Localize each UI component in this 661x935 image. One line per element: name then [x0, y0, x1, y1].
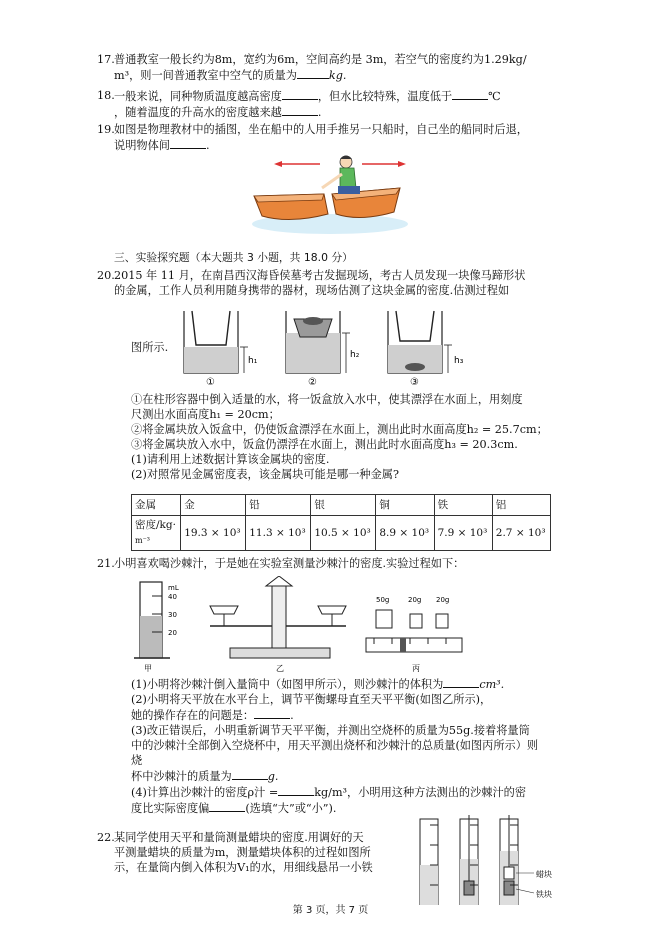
q18-line1: 一般来说，同种物质温度越高密度 ，但水比较特殊，温度低于 ℃: [114, 90, 501, 103]
answer-blank[interactable]: [282, 104, 318, 116]
answer-blank[interactable]: [278, 784, 314, 796]
q22-line3: 示，在量筒内倒入体积为V₁的水，用细线悬吊一小铁: [114, 861, 373, 874]
container-2: [286, 311, 360, 387]
fig-label-yi: 乙: [276, 664, 284, 673]
wax-label: 蜡块: [536, 870, 552, 879]
answer-blank[interactable]: [452, 88, 488, 100]
q21-parts: [131, 676, 561, 816]
svg-text:50g: 50g: [376, 596, 390, 604]
q22-figure: [412, 815, 582, 905]
q21-part4a: (4)计算出沙棘汁的密度ρ汁 = kg/m³，小明用这种方法测出的沙棘汁的密: [131, 786, 527, 799]
fig-label-jia: 甲: [144, 664, 152, 673]
q21-line1: 小明喜欢喝沙棘汁，于是她在实验室测量沙棘汁的密度.实验过程如下：: [114, 557, 465, 570]
question-18: [97, 88, 559, 120]
answer-blank[interactable]: [282, 88, 318, 100]
q20-steps: [131, 392, 561, 482]
svg-text:20g: 20g: [408, 596, 422, 604]
question-22: [97, 830, 414, 875]
h1-label: h₁: [248, 356, 258, 366]
q21-part2a: (2)小明将天平放在水平台上，调节平衡螺母直至天平平衡(如图乙所示)，: [131, 693, 492, 706]
fig-label-bing: 丙: [412, 664, 420, 673]
page-footer: 第 3 页，共 7 页: [292, 905, 369, 916]
q21-part3b: 中的沙棘汁全部倒入空烧杯中，用天平测出烧杯和沙棘汁的总质量(如图丙所示）则: [131, 739, 539, 752]
container-1: [184, 311, 258, 387]
q20-line2: 的金属，工作人员利用随身携带的器材，现场估测了这块金属的密度.估测过程如: [114, 284, 510, 297]
q21-part3a: (3)改正错误后，小明重新调节天平平衡，并测出空烧杯的质量为55g.接着将量筒: [131, 724, 530, 737]
answer-blank[interactable]: [209, 800, 245, 812]
container-3: [388, 311, 464, 387]
q19-line2: 说明物体间 .: [114, 139, 210, 152]
section-header: 三、实验探究题（本大题共 3 小题，共 18.0 分）: [114, 251, 353, 264]
q22-line1: 某同学使用天平和量筒测量蜡块的密度.用调好的天: [114, 831, 364, 844]
q17-line2: m³，则一间普通教室中空气的质量为 kg.: [114, 69, 347, 82]
svg-text:40: 40: [168, 593, 177, 601]
question-number: 17.: [97, 53, 115, 66]
step-1b: 尺测出水面高度h₁ = 20cm；: [131, 408, 280, 421]
question-number: 19.: [97, 123, 115, 136]
q21-part2b: 她的操作存在的问题是： .: [131, 709, 294, 722]
density-table: [131, 494, 551, 551]
step-1a: ①在柱形容器中倒入适量的水，将一饭盒放入水中，使其漂浮在水面上，用刻度: [131, 393, 523, 406]
q21-part4b: 度比实际密度偏 (选填“大”或“小”).: [131, 802, 337, 815]
question-number: 21.: [97, 557, 115, 570]
q17-line1: 普通教室一般长约为8m，宽约为6m，空间高约是 3m，若空气的密度约为1.29kg/: [114, 53, 527, 66]
q18-line2: ，随着温度的升高水的密度越来越 .: [114, 106, 322, 119]
answer-blank[interactable]: [254, 707, 290, 719]
part-1: (1)请利用上述数据计算该金属块的密度.: [131, 453, 330, 466]
svg-text:mL: mL: [168, 584, 179, 592]
iron-label: 铁块: [536, 890, 552, 899]
fig-label-1: ①: [206, 377, 215, 387]
h3-label: h₃: [454, 356, 464, 366]
q22-line2: 平测量蜡块的质量为m，测量蜡块体积的过程如图所: [114, 846, 371, 859]
q21-part1: (1)小明将沙棘汁倒入量筒中（如图甲所示），则沙棘汁的体积为 cm³.: [131, 678, 505, 691]
q21-part3c: 烧: [131, 754, 143, 767]
question-number: 18.: [97, 89, 115, 102]
graduated-cylinder: [134, 582, 179, 673]
step-3: ③将金属块放入水中，饭盒仍漂浮在水面上，测出此时水面高度h₃ = 20.3cm.: [131, 438, 518, 451]
q19-line1: 如图是物理教材中的插图，坐在船中的人用手推另一只船时，自己坐的船同时后退，: [114, 123, 528, 136]
answer-blank[interactable]: [297, 67, 329, 79]
question-20: [97, 268, 559, 298]
svg-text:30: 30: [168, 611, 177, 619]
h2-label: h₂: [350, 350, 360, 360]
q21-figure: [130, 576, 470, 674]
q20-line3: 图所示.: [131, 341, 169, 354]
question-21: [97, 556, 559, 571]
boat-illustration: [250, 148, 410, 236]
step-2: ②将金属块放入饭盒中，仍使饭盒漂浮在水面上，测出此时水面高度h₂ = 25.7cm；: [131, 423, 548, 436]
fig-label-2: ②: [308, 377, 317, 387]
answer-blank[interactable]: [232, 768, 268, 780]
fig-label-3: ③: [410, 377, 419, 387]
part-2: (2)对照常见金属密度表，该金属块可能是哪一种金属?: [131, 468, 399, 481]
container-figure: [178, 305, 478, 387]
table-row: 密度/kg· m⁻³ 19.3 × 10³ 11.3 × 10³ 10.5 × 10³ 8.9 × 10³ 7.9 × 10³ 2.7 × 10³: [132, 516, 551, 551]
question-number: 20.: [97, 269, 115, 282]
answer-blank[interactable]: [170, 137, 206, 149]
question-17: [97, 52, 559, 83]
weights-and-slider: [366, 596, 462, 673]
answer-blank[interactable]: [443, 676, 479, 688]
table-header-row: 金属 金 铅 银 铜 铁 铝: [132, 495, 551, 516]
balance-scale: [210, 576, 346, 673]
svg-text:20: 20: [168, 629, 177, 637]
q21-part3d: 杯中沙棘汁的质量为 g.: [131, 770, 279, 783]
q20-line1: 2015 年 11 月，在南昌西汉海昏侯墓考古发掘现场，考古人员发现一块像马蹄形状: [114, 269, 526, 282]
question-number: 22.: [97, 831, 115, 844]
svg-text:20g: 20g: [436, 596, 450, 604]
